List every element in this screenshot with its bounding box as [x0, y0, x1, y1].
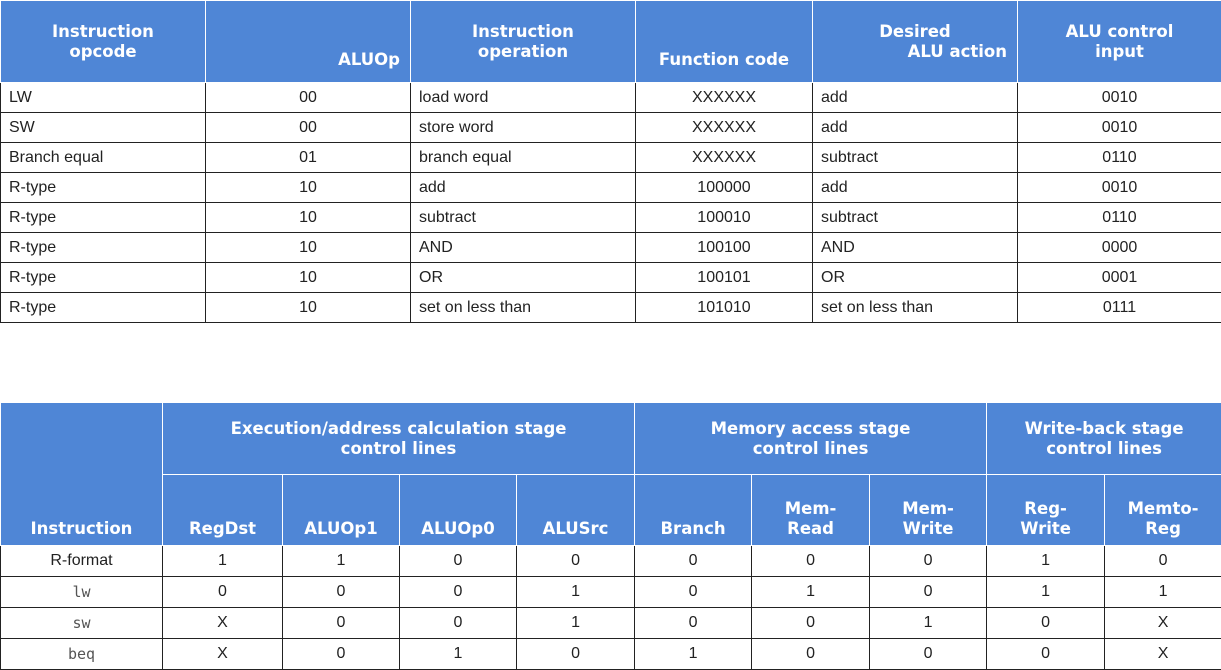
table-cell: AND	[813, 233, 1018, 263]
signal-cell: 1	[987, 577, 1105, 608]
table-cell: 0001	[1018, 263, 1221, 293]
signal-header-line: ALUOp0	[410, 519, 506, 539]
table-cell: 101010	[636, 293, 813, 323]
signal-header	[870, 475, 987, 546]
header-alu-control-input	[1018, 1, 1221, 83]
table-cell: subtract	[813, 203, 1018, 233]
signal-header	[635, 475, 752, 546]
table-cell: load word	[411, 83, 636, 113]
table-cell: 0010	[1018, 113, 1221, 143]
table-cell: 0110	[1018, 143, 1221, 173]
header-desired-alu-action	[813, 1, 1018, 83]
table-cell: add	[813, 113, 1018, 143]
header-line: opcode	[11, 42, 195, 62]
instruction-cell: sw	[1, 608, 163, 639]
table-cell: R-type	[1, 173, 206, 203]
signal-cell: 0	[400, 577, 517, 608]
control-table-signal-row	[1, 475, 1221, 546]
signal-cell: 0	[870, 577, 987, 608]
table-cell: set on less than	[411, 293, 636, 323]
table-cell: R-type	[1, 203, 206, 233]
header-line: ALUOp	[216, 50, 400, 70]
table-cell: branch equal	[411, 143, 636, 173]
signal-cell: 0	[400, 546, 517, 577]
signal-cell: 1	[283, 546, 400, 577]
signal-header	[987, 475, 1105, 546]
alu-control-table	[0, 0, 1221, 323]
group-line: Execution/address calculation stage	[173, 419, 624, 439]
signal-cell: 0	[987, 639, 1105, 670]
signal-cell: 1	[517, 577, 635, 608]
table-cell: Branch equal	[1, 143, 206, 173]
table-row	[1, 203, 1221, 233]
signal-header-line: ALUOp1	[293, 519, 389, 539]
header-line: input	[1028, 42, 1211, 62]
signal-header-line: Mem-	[880, 499, 976, 519]
signal-cell: 1	[635, 639, 752, 670]
table-cell: XXXXXX	[636, 113, 813, 143]
header-line: Desired	[823, 22, 1007, 42]
table-cell: 01	[206, 143, 411, 173]
signal-cell: 0	[987, 608, 1105, 639]
signal-cell: 1	[752, 577, 870, 608]
signal-cell: 0	[283, 639, 400, 670]
signal-cell: 1	[1105, 577, 1221, 608]
table-cell: OR	[813, 263, 1018, 293]
group-line: Memory access stage	[645, 419, 976, 439]
signal-header	[400, 475, 517, 546]
signal-header	[1105, 475, 1221, 546]
table-cell: XXXXXX	[636, 83, 813, 113]
group-line: control lines	[173, 439, 624, 459]
signal-header-line: Read	[762, 519, 859, 539]
table-row	[1, 608, 1221, 639]
table-row	[1, 173, 1221, 203]
signal-header-line: Reg	[1115, 519, 1211, 539]
instruction-cell: R-format	[1, 546, 163, 577]
table-cell: R-type	[1, 233, 206, 263]
table-cell: 100101	[636, 263, 813, 293]
table-cell: subtract	[813, 143, 1018, 173]
instruction-cell: beq	[1, 639, 163, 670]
signal-header-line: ALUSrc	[527, 519, 624, 539]
table-cell: 10	[206, 233, 411, 263]
table-row	[1, 639, 1221, 670]
alu-table-body	[1, 83, 1221, 323]
table-cell: 10	[206, 293, 411, 323]
signal-cell: 0	[635, 577, 752, 608]
table-cell: 0111	[1018, 293, 1221, 323]
header-instruction-operation	[411, 1, 636, 83]
signal-cell: 0	[635, 608, 752, 639]
signal-header	[517, 475, 635, 546]
table-cell: OR	[411, 263, 636, 293]
table-cell: AND	[411, 233, 636, 263]
table-cell: 0010	[1018, 83, 1221, 113]
signal-cell: 0	[870, 639, 987, 670]
signal-header-line: Write	[997, 519, 1094, 539]
table-row	[1, 293, 1221, 323]
signal-cell: X	[1105, 608, 1221, 639]
instruction-cell: lw	[1, 577, 163, 608]
signal-cell: 1	[870, 608, 987, 639]
header-line: ALU control	[1028, 22, 1211, 42]
header-line: Function code	[646, 50, 802, 70]
signal-cell: 0	[635, 546, 752, 577]
table-cell: R-type	[1, 293, 206, 323]
header-line: Instruction	[11, 22, 195, 42]
table-cell: add	[813, 83, 1018, 113]
signal-header-line: Memto-	[1115, 499, 1211, 519]
signal-cell: 0	[752, 546, 870, 577]
table-cell: add	[411, 173, 636, 203]
signal-cell: 0	[163, 577, 283, 608]
table-cell: 00	[206, 83, 411, 113]
signal-cell: 0	[752, 608, 870, 639]
control-table-group-row	[1, 403, 1221, 475]
group-line: Write-back stage	[997, 419, 1211, 439]
signal-header-line: Reg-	[997, 499, 1094, 519]
header-function-code	[636, 1, 813, 83]
signal-cell: 0	[870, 546, 987, 577]
signal-header-line: Write	[880, 519, 976, 539]
table-cell: store word	[411, 113, 636, 143]
signal-header	[163, 475, 283, 546]
signal-cell: 1	[987, 546, 1105, 577]
header-line: operation	[421, 42, 625, 62]
signal-cell: 0	[400, 608, 517, 639]
table-cell: subtract	[411, 203, 636, 233]
table-cell: XXXXXX	[636, 143, 813, 173]
table-cell: 100010	[636, 203, 813, 233]
header-instruction-opcode	[1, 1, 206, 83]
signal-cell: 1	[517, 608, 635, 639]
signal-header-line: Branch	[645, 519, 741, 539]
header-instruction: Instruction	[1, 403, 163, 546]
table-cell: SW	[1, 113, 206, 143]
group-execution-stage	[163, 403, 635, 475]
table-row	[1, 577, 1221, 608]
signal-header-line: Mem-	[762, 499, 859, 519]
header-line: ALU action	[823, 42, 1007, 62]
signal-cell: 0	[283, 577, 400, 608]
table-cell: add	[813, 173, 1018, 203]
signal-cell: X	[163, 639, 283, 670]
alu-table-header-row	[1, 1, 1221, 83]
group-line: control lines	[645, 439, 976, 459]
header-line: Instruction	[421, 22, 625, 42]
table-row	[1, 83, 1221, 113]
table-row	[1, 113, 1221, 143]
signal-header	[283, 475, 400, 546]
signal-cell: X	[163, 608, 283, 639]
table-cell: set on less than	[813, 293, 1018, 323]
table-cell: 100100	[636, 233, 813, 263]
control-table-body	[1, 546, 1221, 670]
table-cell: LW	[1, 83, 206, 113]
table-row	[1, 263, 1221, 293]
table-cell: 0000	[1018, 233, 1221, 263]
table-cell: 00	[206, 113, 411, 143]
table-row	[1, 233, 1221, 263]
signal-cell: 1	[163, 546, 283, 577]
header-aluop	[206, 1, 411, 83]
table-cell: 0010	[1018, 173, 1221, 203]
table-cell: 0110	[1018, 203, 1221, 233]
signal-header	[752, 475, 870, 546]
signal-cell: 0	[517, 639, 635, 670]
table-cell: 100000	[636, 173, 813, 203]
group-line: control lines	[997, 439, 1211, 459]
signal-cell: 0	[283, 608, 400, 639]
pipeline-control-table	[0, 402, 1221, 670]
signal-cell: 0	[1105, 546, 1221, 577]
table-cell: R-type	[1, 263, 206, 293]
signal-cell: 0	[752, 639, 870, 670]
table-row	[1, 143, 1221, 173]
table-cell: 10	[206, 263, 411, 293]
signal-cell: 1	[400, 639, 517, 670]
table-cell: 10	[206, 173, 411, 203]
table-row	[1, 546, 1221, 577]
signal-header-line: RegDst	[173, 519, 272, 539]
group-memory-stage	[635, 403, 987, 475]
signal-cell: 0	[517, 546, 635, 577]
group-writeback-stage	[987, 403, 1221, 475]
signal-cell: X	[1105, 639, 1221, 670]
table-cell: 10	[206, 203, 411, 233]
